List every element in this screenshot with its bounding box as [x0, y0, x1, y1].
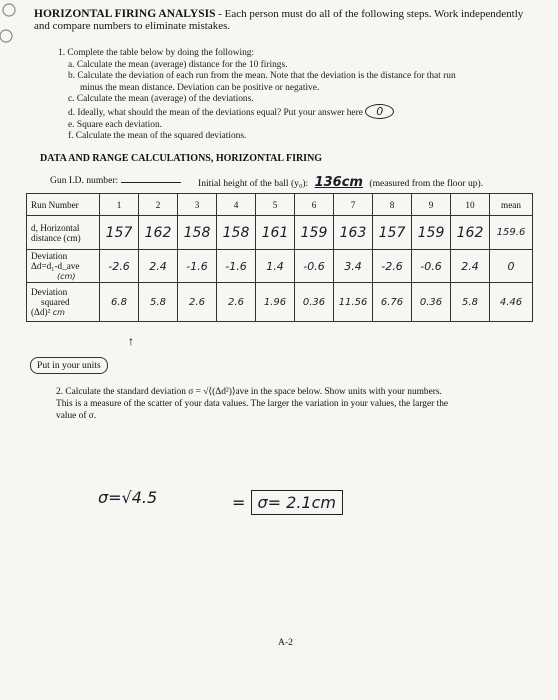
- question-2-line3: value of σ.: [56, 411, 97, 421]
- distance-cell: 162: [451, 216, 490, 250]
- binder-hole: [0, 30, 12, 42]
- step-list: [58, 48, 538, 143]
- deviation-label: Deviation: [31, 250, 68, 261]
- work-equals: =: [232, 493, 246, 512]
- worksheet-instructions: - Each person must do all of the following steps. Work independently: [215, 8, 524, 20]
- distance-cell: 162: [139, 216, 178, 250]
- squared-cell: 2.6: [178, 283, 217, 322]
- height-label: Initial height of the ball (y₀):: [198, 178, 309, 189]
- mean-header: mean: [490, 194, 533, 216]
- question-2: [56, 386, 528, 422]
- step-intro: 1. Complete the table below by doing the following:: [58, 48, 255, 58]
- binder-hole: [3, 4, 15, 16]
- squared-cell: 6.8: [100, 283, 139, 322]
- run-header: 6: [295, 194, 334, 216]
- squared-mean-cell: 4.46: [490, 283, 533, 322]
- deviation-cell: -2.6: [373, 250, 412, 283]
- deviation-cell: 1.4: [256, 250, 295, 283]
- deviation-cell: 2.4: [451, 250, 490, 283]
- height-value: 136cm: [314, 175, 363, 190]
- worksheet-title: HORIZONTAL FIRING ANALYSIS: [34, 8, 216, 20]
- units-note: Put in your units: [30, 357, 108, 374]
- deviation-row-label: [27, 250, 100, 283]
- distance-cell: 158: [217, 216, 256, 250]
- step-c: c. Calculate the mean (average) of the deviations.: [68, 94, 254, 105]
- height-note: (measured from the floor up).: [369, 178, 484, 189]
- question-2-line1: 2. Calculate the standard deviation σ = √⟨(Δd²)⟩ave in the space below. Show units with your numbers.: [56, 387, 442, 397]
- distance-cell: 157: [373, 216, 412, 250]
- squared-label-2: squared: [41, 296, 70, 307]
- run-header: 2: [139, 194, 178, 216]
- squared-unit: cm: [52, 307, 65, 317]
- step-d: [58, 106, 538, 120]
- step-e: e. Square each deviation.: [68, 119, 162, 130]
- run-header: 10: [451, 194, 490, 216]
- distance-cell: 163: [334, 216, 373, 250]
- squared-cell: 0.36: [295, 283, 334, 322]
- squared-cell: 11.56: [334, 283, 373, 322]
- run-number-header: Run Number: [27, 194, 100, 216]
- gun-id-blank: [121, 182, 181, 183]
- run-header: 5: [256, 194, 295, 216]
- deviation-cell: -1.6: [217, 250, 256, 283]
- squared-cell: 6.76: [373, 283, 412, 322]
- squared-cell: 5.8: [451, 283, 490, 322]
- deviation-cell: 3.4: [334, 250, 373, 283]
- deviation-cell: -0.6: [412, 250, 451, 283]
- squared-row-label: [27, 283, 100, 322]
- work-answer: [232, 493, 343, 512]
- worksheet-instructions-2: and compare numbers to eliminate mistakes.: [34, 20, 231, 32]
- distance-row-label: [27, 216, 100, 250]
- deviation-mean-cell: 0: [490, 250, 533, 283]
- page-number: A-2: [278, 637, 293, 648]
- run-header: 9: [412, 194, 451, 216]
- data-table: [26, 193, 533, 322]
- run-header: 8: [373, 194, 412, 216]
- distance-cell: 159: [295, 216, 334, 250]
- deviation-formula: Δd=d₁-d_ave: [31, 260, 80, 271]
- step-b: b. Calculate the deviation of each run from the mean. Note that the deviation is the distance for that run: [68, 71, 456, 82]
- distance-cell: 158: [178, 216, 217, 250]
- deviation-cell: -1.6: [178, 250, 217, 283]
- step-d-answer: 0: [365, 104, 394, 119]
- deviation-unit: (cm): [57, 271, 76, 281]
- distance-label: d, Horizontal: [31, 222, 80, 233]
- squared-cell: 1.96: [256, 283, 295, 322]
- squared-formula: (Δd)²: [31, 306, 51, 317]
- distance-label-unit: distance (cm): [31, 232, 81, 243]
- run-header: 4: [217, 194, 256, 216]
- run-header: 1: [100, 194, 139, 216]
- squared-label: Deviation: [31, 286, 68, 297]
- squared-cell: 2.6: [217, 283, 256, 322]
- deviation-cell: -0.6: [295, 250, 334, 283]
- section-title: DATA AND RANGE CALCULATIONS, HORIZONTAL FIRING: [40, 153, 323, 164]
- step-f: f. Calculate the mean of the squared deviations.: [68, 131, 247, 142]
- deviation-cell: -2.6: [100, 250, 139, 283]
- distance-mean-cell: 159.6: [490, 216, 533, 250]
- distance-cell: 161: [256, 216, 295, 250]
- distance-cell: 157: [100, 216, 139, 250]
- step-b-cont: minus the mean distance. Deviation can be positive or negative.: [80, 82, 320, 93]
- run-header: 7: [334, 194, 373, 216]
- height-field: [198, 175, 483, 190]
- gun-id-label: Gun I.D. number:: [50, 175, 119, 186]
- worksheet-header: [34, 8, 534, 32]
- run-header: 3: [178, 194, 217, 216]
- arrow-up-icon: ↑: [128, 334, 134, 348]
- squared-cell: 0.36: [412, 283, 451, 322]
- gun-id-field: [50, 175, 181, 186]
- question-2-line2: This is a measure of the scatter of your data values. The larger the variation in your values, the larger the: [56, 399, 449, 409]
- work-sqrt: σ=√4.5: [98, 488, 158, 507]
- final-answer-box: σ= 2.1cm: [251, 490, 343, 515]
- deviation-cell: 2.4: [139, 250, 178, 283]
- step-a: a. Calculate the mean (average) distance for the 10 firings.: [68, 59, 288, 70]
- squared-cell: 5.8: [139, 283, 178, 322]
- step-d-text: d. Ideally, what should the mean of the deviations equal? Put your answer here: [68, 107, 363, 118]
- distance-cell: 159: [412, 216, 451, 250]
